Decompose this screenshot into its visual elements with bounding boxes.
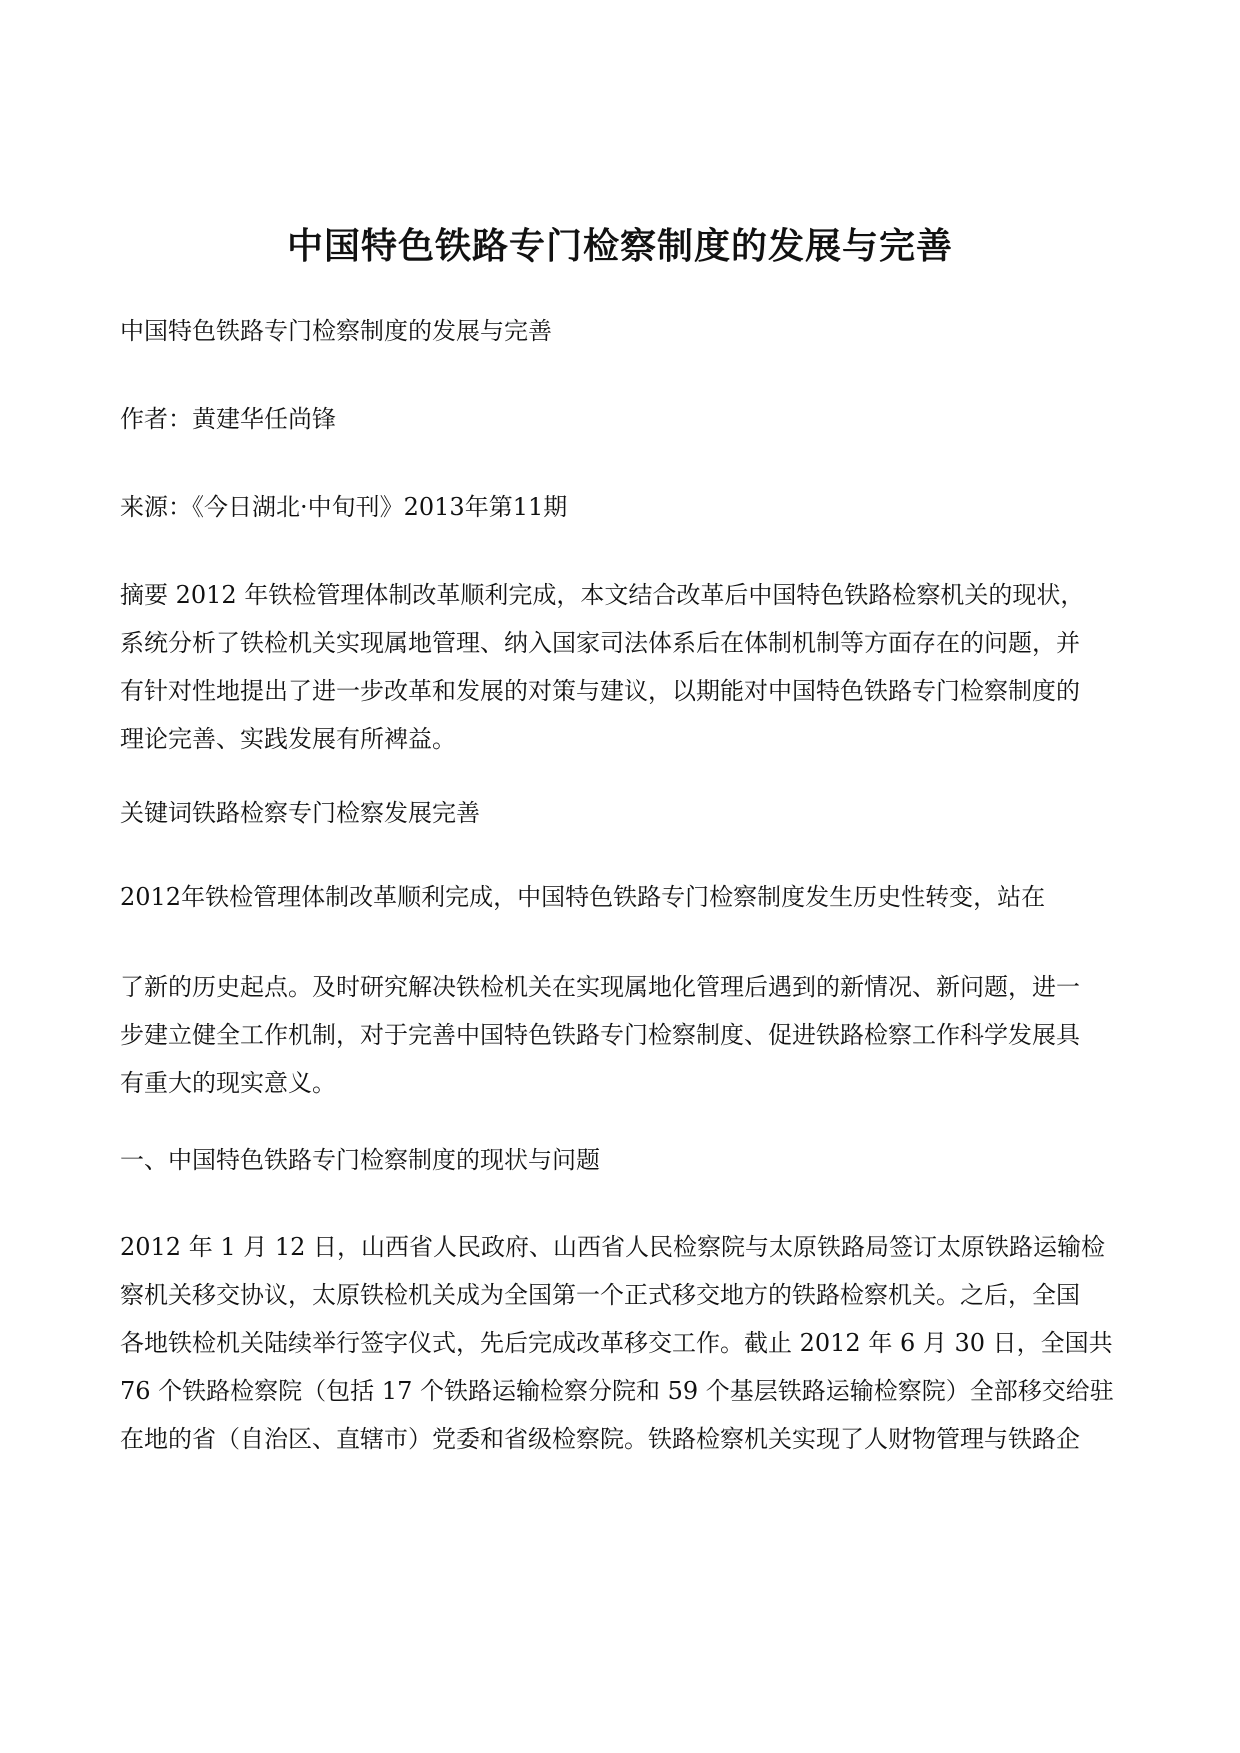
section-heading: 一、中国特色铁路专门检察制度的现状与问题 [120, 1146, 600, 1174]
section-body-line: 察机关移交协议，太原铁检机关成为全国第一个正式移交地方的铁路检察机关。之后，全国 [120, 1281, 1080, 1309]
intro-first-line: 2012年铁检管理体制改革顺利完成，中国特色铁路专门检察制度发生历史性转变，站在 [120, 883, 1046, 911]
intro-line: 有重大的现实意义。 [120, 1069, 336, 1097]
section-body-line: 76 个铁路检察院（包括 17 个铁路运输检察分院和 59 个基层铁路运输检察院）全部移交给驻 [120, 1377, 1114, 1405]
author-line: 作者：黄建华任尚锋 [120, 405, 336, 433]
section-body-line: 在地的省（自治区、直辖市）党委和省级检察院。铁路检察机关实现了人财物管理与铁路企 [120, 1425, 1080, 1453]
abstract-paragraph [120, 571, 1125, 763]
keywords-line: 关键词铁路检察专门检察发展完善 [120, 799, 480, 827]
intro-paragraph [120, 963, 1125, 1107]
section-body-line: 2012 年 1 月 12 日，山西省人民政府、山西省人民检察院与太原铁路局签订太原铁路运输检 [120, 1233, 1106, 1261]
document-title: 中国特色铁路专门检察制度的发展与完善 [286, 225, 953, 267]
intro-line: 了新的历史起点。及时研究解决铁检机关在实现属地化管理后遇到的新情况、新问题，进一 [120, 973, 1080, 1001]
source-line: 来源：《今日湖北·中旬刊》2013年第11期 [120, 493, 568, 521]
section-body-line: 各地铁检机关陆续举行签字仪式，先后完成改革移交工作。截止 2012 年 6 月 30 日，全国共 [120, 1329, 1113, 1357]
section-body-paragraph [120, 1223, 1125, 1463]
subtitle: 中国特色铁路专门检察制度的发展与完善 [120, 317, 552, 345]
abstract-line: 系统分析了铁检机关实现属地管理、纳入国家司法体系后在体制机制等方面存在的问题，并 [120, 629, 1080, 657]
abstract-line: 有针对性地提出了进一步改革和发展的对策与建议，以期能对中国特色铁路专门检察制度的 [120, 677, 1080, 705]
intro-line: 步建立健全工作机制，对于完善中国特色铁路专门检察制度、促进铁路检察工作科学发展具 [120, 1021, 1080, 1049]
abstract-line: 理论完善、实践发展有所裨益。 [120, 725, 456, 753]
abstract-line: 摘要 2012 年铁检管理体制改革顺利完成，本文结合改革后中国特色铁路检察机关的现状， [120, 581, 1085, 609]
